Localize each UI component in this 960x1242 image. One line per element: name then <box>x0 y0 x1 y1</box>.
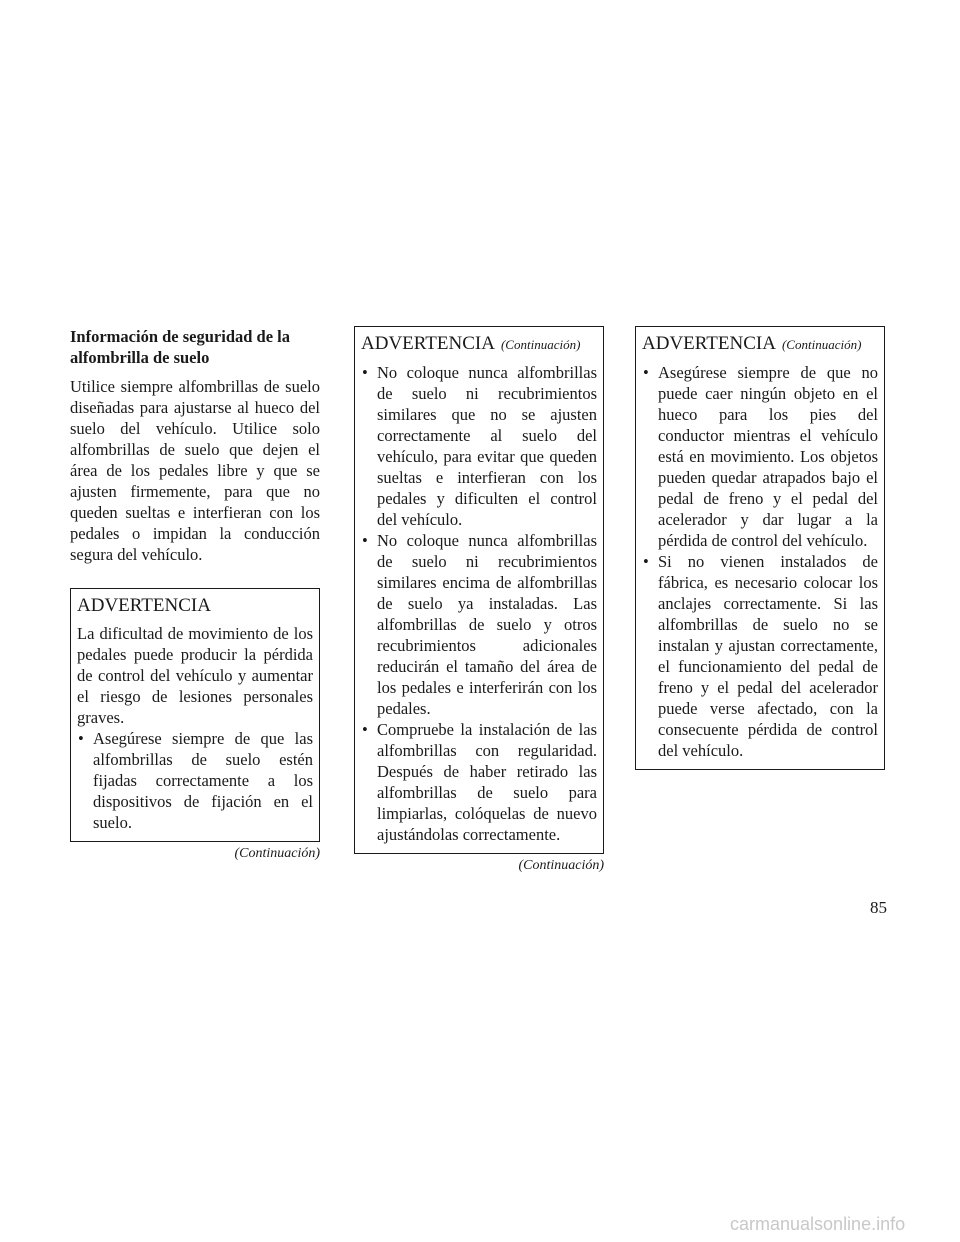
bullet-text: No coloque nunca alfombrillas de suelo ni recubrimientos similares encima de alfombrillas de suelo ya instaladas. Las alfombrillas de suelo y otros recubrimientos adicionales reducirán el tamaño del área de los pedales e interferirán con los pedales. <box>377 531 597 718</box>
bullet-icon: • <box>643 363 649 382</box>
warning-text: La dificultad de movimiento de los pedales puede producir la pérdida de control del vehículo y aumentar el riesgo de lesiones personales graves. <box>77 624 313 727</box>
list-item <box>361 719 597 845</box>
warning-title-continued: (Continuación) <box>500 337 581 352</box>
bullet-icon: • <box>78 729 84 748</box>
warning-title-continued: (Continuación) <box>781 337 862 352</box>
bullet-text: Compruebe la instalación de las alfombrillas con regularidad. Después de haber retirado las alfombrillas de suelo para limpiarlas, colóquelas de nuevo ajustándolas correctamente. <box>377 720 597 844</box>
continued-label: (Continuación) <box>234 846 320 861</box>
list-item <box>77 728 313 833</box>
bullet-icon: • <box>643 552 649 571</box>
list-item <box>642 362 878 551</box>
warning-box-3 <box>635 326 885 770</box>
warning-title-text: ADVERTENCIA <box>361 333 495 354</box>
bullet-icon: • <box>362 720 368 739</box>
bullet-text: Asegúrese siempre de que no puede caer ningún objeto en el hueco para los pies del conductor mientras el vehículo está en movimiento. Los objetos pueden quedar atrapados bajo el pedal de freno y el pedal del acelerador y dar lugar a la pérdida de control del vehículo. <box>658 363 878 550</box>
bullet-text: No coloque nunca alfombrillas de suelo ni recubrimientos similares que no se ajusten correctamente al suelo del vehículo, para evitar que queden sueltas e interfieran con los pedales y dificulten el control del vehículo. <box>377 363 597 529</box>
section-heading: Información de seguridad de la alfombrilla de suelo <box>70 327 291 367</box>
list-item <box>642 551 878 761</box>
list-item <box>361 362 597 530</box>
column-2 <box>354 326 604 874</box>
warning-title <box>361 333 597 356</box>
column-3 <box>635 326 885 770</box>
warning-title-text: ADVERTENCIA <box>642 333 776 354</box>
bullet-icon: • <box>362 363 368 382</box>
bullet-text: Asegúrese siempre de que las alfombrillas de suelo estén fijadas correctamente a los dispositivos de fijación en el suelo. <box>93 729 313 832</box>
watermark: carmanualsonline.info <box>730 1214 906 1234</box>
warning-box-1 <box>70 588 320 842</box>
warning-bullets <box>361 362 597 845</box>
list-item <box>361 530 597 719</box>
warning-box-2 <box>354 326 604 854</box>
bullet-text: Si no vienen instalados de fábrica, es necesario colocar los anclajes correctamente. Si las alfombrillas de suelo no se instalan y ajustan correctamente, el funcionamiento del pedal de freno y el pedal del acelerador puede verse afectado, con la consecuente pérdida de control del vehículo. <box>658 552 878 760</box>
warning-bullets <box>77 728 313 833</box>
continued-label: (Continuación) <box>518 858 604 873</box>
bullet-icon: • <box>362 531 368 550</box>
warning-bullets <box>642 362 878 761</box>
page-number: 85 <box>870 898 887 917</box>
warning-title: ADVERTENCIA <box>77 595 211 616</box>
warning-title <box>642 333 878 356</box>
section-paragraph: Utilice siempre alfombrillas de suelo diseñadas para ajustarse al hueco del suelo del vehículo. Utilice solo alfombrillas de suelo que dejen el área de los pedales libre y que se ajusten firmemente, para que no queden sueltas e interfieran con los pedales o impidan la conducción segura del vehículo. <box>70 377 320 564</box>
column-1 <box>70 326 320 862</box>
